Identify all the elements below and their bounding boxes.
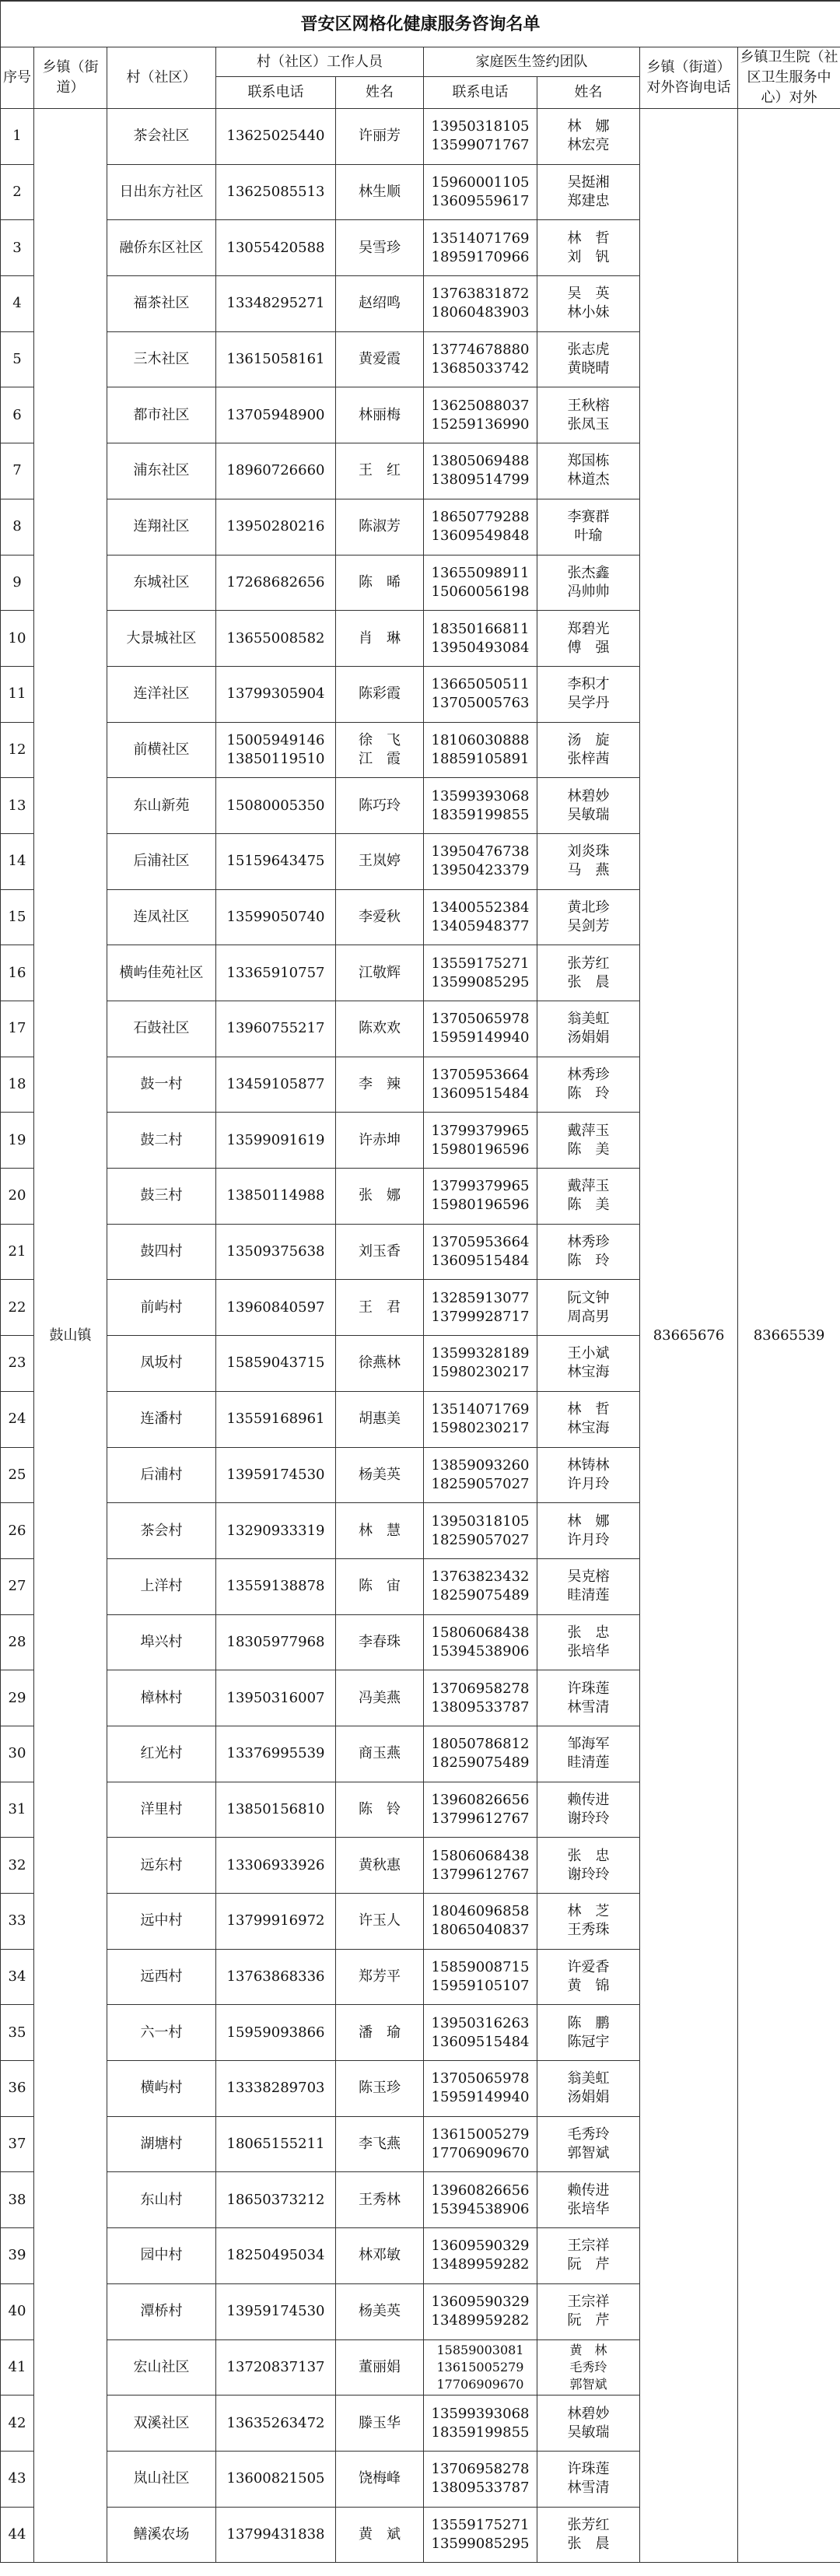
doctor-phone: 13763831872 18060483903	[424, 276, 537, 332]
staff-name: 陈淑芳	[336, 499, 424, 555]
village-name: 岚山社区	[107, 2451, 216, 2507]
village-name: 连翔社区	[107, 499, 216, 555]
village-name: 连潘村	[107, 1391, 216, 1447]
staff-name: 许丽芳	[336, 109, 424, 165]
doctor-name: 翁美虹 汤娟娟	[537, 1001, 640, 1057]
staff-name: 饶梅峰	[336, 2451, 424, 2507]
doctor-name: 林秀珍 陈 玲	[537, 1224, 640, 1280]
staff-name: 李爱秋	[336, 889, 424, 945]
doctor-phone: 13774678880 13685033742	[424, 331, 537, 387]
village-name: 凤坂村	[107, 1336, 216, 1392]
row-number: 5	[1, 331, 34, 387]
staff-phone: 13960840597	[216, 1280, 336, 1336]
doctor-name: 戴萍玉 陈 美	[537, 1169, 640, 1225]
doctor-phone: 15960001105 13609559617	[424, 164, 537, 220]
doctor-phone: 18046096858 18065040837	[424, 1894, 537, 1950]
doctor-name: 张杰鑫 冯帅帅	[537, 555, 640, 611]
doctor-phone: 13705953664 13609515484	[424, 1224, 537, 1280]
doctor-phone: 13799379965 15980196596	[424, 1113, 537, 1169]
doctor-phone: 18350166811 13950493084	[424, 611, 537, 667]
staff-phone: 13799431838	[216, 2507, 336, 2563]
header-health-center: 乡镇卫生院（社区卫生服务中心）对外	[738, 47, 840, 109]
row-number: 10	[1, 611, 34, 667]
staff-phone: 13950280216	[216, 499, 336, 555]
village-name: 远西村	[107, 1949, 216, 2005]
doctor-phone: 15859003081 13615005279 17706909670	[424, 2339, 537, 2396]
staff-phone: 13763868336	[216, 1949, 336, 2005]
doctor-phone: 13706958278 13809533787	[424, 1670, 537, 1726]
staff-name: 郑芳平	[336, 1949, 424, 2005]
row-number: 33	[1, 1894, 34, 1950]
village-name: 东城社区	[107, 555, 216, 611]
doctor-phone: 13655098911 15060056198	[424, 555, 537, 611]
staff-name: 徐 飞 江 霞	[336, 722, 424, 778]
row-number: 27	[1, 1558, 34, 1614]
doctor-name: 郑碧光 傅 强	[537, 611, 640, 667]
staff-name: 王 君	[336, 1280, 424, 1336]
row-number: 41	[1, 2339, 34, 2396]
staff-phone: 13559168961	[216, 1391, 336, 1447]
staff-name: 陈巧玲	[336, 778, 424, 834]
staff-name: 江敬辉	[336, 945, 424, 1001]
row-number: 13	[1, 778, 34, 834]
doctor-name: 林 芝 王秀珠	[537, 1894, 640, 1950]
doctor-name: 张芳红 张 晨	[537, 2507, 640, 2563]
doctor-name: 林铸林 许月玲	[537, 1447, 640, 1503]
header-seq: 序号	[1, 47, 34, 109]
staff-phone: 15859043715	[216, 1336, 336, 1392]
row-number: 8	[1, 499, 34, 555]
staff-name: 许赤坤	[336, 1113, 424, 1169]
staff-phone: 13055420588	[216, 220, 336, 276]
doctor-phone: 13599393068 18359199855	[424, 778, 537, 834]
village-name: 后浦社区	[107, 833, 216, 889]
village-name: 福茶社区	[107, 276, 216, 332]
staff-name: 肖 琳	[336, 611, 424, 667]
doctor-phone: 13285913077 13799928717	[424, 1280, 537, 1336]
row-number: 28	[1, 1614, 34, 1670]
staff-phone: 18305977968	[216, 1614, 336, 1670]
staff-phone: 13625025440	[216, 109, 336, 165]
staff-name: 陈 晞	[336, 555, 424, 611]
doctor-name: 林 娜 林宏亮	[537, 109, 640, 165]
row-number: 7	[1, 443, 34, 499]
staff-name: 徐燕林	[336, 1336, 424, 1392]
row-number: 35	[1, 2005, 34, 2061]
doctor-phone: 18106030888 18859105891	[424, 722, 537, 778]
staff-phone: 13348295271	[216, 276, 336, 332]
row-number: 3	[1, 220, 34, 276]
staff-name: 冯美燕	[336, 1670, 424, 1726]
staff-phone: 13959174530	[216, 2283, 336, 2339]
staff-phone: 13600821505	[216, 2451, 336, 2507]
doctor-name: 戴萍玉 陈 美	[537, 1113, 640, 1169]
staff-name: 吴雪珍	[336, 220, 424, 276]
doctor-name: 汤 旋 张梓茜	[537, 722, 640, 778]
staff-phone: 13850156810	[216, 1782, 336, 1838]
staff-phone: 13959174530	[216, 1447, 336, 1503]
header-town: 乡镇（街道）	[34, 47, 107, 109]
staff-phone: 18065155211	[216, 2116, 336, 2172]
staff-phone: 13615058161	[216, 331, 336, 387]
doctor-name: 许珠莲 林雪清	[537, 2451, 640, 2507]
doctor-name: 吴挺湘 郑建忠	[537, 164, 640, 220]
staff-phone: 13338289703	[216, 2061, 336, 2117]
row-number: 17	[1, 1001, 34, 1057]
row-number: 29	[1, 1670, 34, 1726]
staff-phone: 15005949146 13850119510	[216, 722, 336, 778]
village-name: 鼓二村	[107, 1113, 216, 1169]
staff-phone: 13655008582	[216, 611, 336, 667]
doctor-phone: 13950476738 13950423379	[424, 833, 537, 889]
row-number: 4	[1, 276, 34, 332]
village-name: 连洋社区	[107, 666, 216, 722]
village-name: 远中村	[107, 1894, 216, 1950]
row-number: 23	[1, 1336, 34, 1392]
staff-phone: 15080005350	[216, 778, 336, 834]
doctor-phone: 15806068438 15394538906	[424, 1614, 537, 1670]
doctor-phone: 13705953664 13609515484	[424, 1057, 537, 1113]
doctor-name: 黄 林 毛秀玲 郭智斌	[537, 2339, 640, 2396]
staff-phone: 18650373212	[216, 2172, 336, 2228]
village-name: 双溪社区	[107, 2396, 216, 2452]
row-number: 16	[1, 945, 34, 1001]
row-number: 32	[1, 1838, 34, 1894]
staff-name: 李飞燕	[336, 2116, 424, 2172]
staff-name: 李春珠	[336, 1614, 424, 1670]
village-name: 横屿佳苑社区	[107, 945, 216, 1001]
row-number: 31	[1, 1782, 34, 1838]
staff-name: 陈 宙	[336, 1558, 424, 1614]
row-number: 36	[1, 2061, 34, 2117]
doctor-phone: 18050786812 18259075489	[424, 1726, 537, 1782]
village-name: 东山新苑	[107, 778, 216, 834]
doctor-name: 张 忠 谢玲玲	[537, 1838, 640, 1894]
staff-name: 杨美英	[336, 2283, 424, 2339]
row-number: 37	[1, 2116, 34, 2172]
header-village: 村（社区）	[107, 47, 216, 109]
doctor-name: 林碧妙 吴敏瑞	[537, 778, 640, 834]
doctor-phone: 13615005279 17706909670	[424, 2116, 537, 2172]
header-staff-group: 村（社区）工作人员	[216, 47, 424, 77]
staff-phone: 13720837137	[216, 2339, 336, 2396]
staff-phone: 13799916972	[216, 1894, 336, 1950]
doctor-name: 王宗祥 阮 芹	[537, 2228, 640, 2284]
staff-name: 赵绍鸣	[336, 276, 424, 332]
village-name: 鼓四村	[107, 1224, 216, 1280]
village-name: 后浦村	[107, 1447, 216, 1503]
village-name: 日出东方社区	[107, 164, 216, 220]
doctor-name: 林 哲 刘 钒	[537, 220, 640, 276]
village-name: 埠兴村	[107, 1614, 216, 1670]
village-name: 园中村	[107, 2228, 216, 2284]
doctor-phone: 13400552384 13405948377	[424, 889, 537, 945]
doctor-phone: 13799379965 15980196596	[424, 1169, 537, 1225]
staff-name: 黄 斌	[336, 2507, 424, 2563]
doctor-name: 翁美虹 汤娟娟	[537, 2061, 640, 2117]
doctor-name: 林碧妙 吴敏瑞	[537, 2396, 640, 2452]
doctor-name: 邹海军 眭清莲	[537, 1726, 640, 1782]
doctor-phone: 13705065978 15959149940	[424, 1001, 537, 1057]
row-number: 38	[1, 2172, 34, 2228]
doctor-name: 阮文钟 周高男	[537, 1280, 640, 1336]
doctor-phone: 13859093260 18259057027	[424, 1447, 537, 1503]
staff-name: 胡惠美	[336, 1391, 424, 1447]
header-town-phone: 乡镇（街道）对外咨询电话	[640, 47, 738, 109]
staff-name: 商玉燕	[336, 1726, 424, 1782]
doctor-name: 张志虎 黄晓晴	[537, 331, 640, 387]
doctor-name: 刘炎珠 马 燕	[537, 833, 640, 889]
row-number: 44	[1, 2507, 34, 2563]
staff-name: 许玉人	[336, 1894, 424, 1950]
doctor-phone: 13599328189 15980230217	[424, 1336, 537, 1392]
row-number: 11	[1, 666, 34, 722]
village-name: 大景城社区	[107, 611, 216, 667]
village-name: 樟林村	[107, 1670, 216, 1726]
row-number: 25	[1, 1447, 34, 1503]
doctor-name: 陈 鹏 陈冠宇	[537, 2005, 640, 2061]
staff-phone: 15159643475	[216, 833, 336, 889]
doctor-phone: 15806068438 13799612767	[424, 1838, 537, 1894]
row-number: 30	[1, 1726, 34, 1782]
doctor-phone: 13559175271 13599085295	[424, 945, 537, 1001]
doctor-name: 黄北珍 吴剑芳	[537, 889, 640, 945]
staff-name: 陈 铃	[336, 1782, 424, 1838]
doctor-phone: 13950316263 13609515484	[424, 2005, 537, 2061]
doctor-name: 郑国栋 林道杰	[537, 443, 640, 499]
village-name: 横屿村	[107, 2061, 216, 2117]
staff-name: 李 辣	[336, 1057, 424, 1113]
village-name: 远东村	[107, 1838, 216, 1894]
doctor-phone: 13705065978 15959149940	[424, 2061, 537, 2117]
staff-phone: 13599050740	[216, 889, 336, 945]
village-name: 茶会村	[107, 1503, 216, 1559]
staff-name: 林丽梅	[336, 387, 424, 443]
row-number: 9	[1, 555, 34, 611]
doctor-phone: 15859008715 15959105107	[424, 1949, 537, 2005]
row-number: 14	[1, 833, 34, 889]
row-number: 12	[1, 722, 34, 778]
table-row	[1, 109, 840, 165]
staff-phone: 13459105877	[216, 1057, 336, 1113]
staff-phone: 13799305904	[216, 666, 336, 722]
village-name: 鼓一村	[107, 1057, 216, 1113]
header-staff-phone: 联系电话	[216, 77, 336, 109]
staff-phone: 15959093866	[216, 2005, 336, 2061]
row-number: 21	[1, 1224, 34, 1280]
village-name: 宏山社区	[107, 2339, 216, 2396]
row-number: 18	[1, 1057, 34, 1113]
village-name: 洋里村	[107, 1782, 216, 1838]
town-phone-cell: 83665676	[640, 109, 738, 2563]
staff-name: 刘玉香	[336, 1224, 424, 1280]
doctor-name: 毛秀玲 郭智斌	[537, 2116, 640, 2172]
row-number: 26	[1, 1503, 34, 1559]
staff-phone: 13559138878	[216, 1558, 336, 1614]
row-number: 6	[1, 387, 34, 443]
row-number: 24	[1, 1391, 34, 1447]
doctor-name: 赖传进 谢玲玲	[537, 1782, 640, 1838]
header-doctor-phone: 联系电话	[424, 77, 537, 109]
staff-phone: 13635263472	[216, 2396, 336, 2452]
row-number: 20	[1, 1169, 34, 1225]
staff-phone: 13365910757	[216, 945, 336, 1001]
staff-name: 王 红	[336, 443, 424, 499]
doctor-phone: 13609590329 13489959282	[424, 2228, 537, 2284]
doctor-phone: 13514071769 18959170966	[424, 220, 537, 276]
doctor-name: 李赛群 叶瑜	[537, 499, 640, 555]
village-name: 上洋村	[107, 1558, 216, 1614]
doctor-name: 林秀珍 陈 玲	[537, 1057, 640, 1113]
doctor-phone: 13950318105 18259057027	[424, 1503, 537, 1559]
doctor-phone: 13609590329 13489959282	[424, 2283, 537, 2339]
staff-name: 陈欢欢	[336, 1001, 424, 1057]
staff-name: 林 慧	[336, 1503, 424, 1559]
doctor-name: 吴 英 林小妹	[537, 276, 640, 332]
doctor-phone: 13706958278 13809533787	[424, 2451, 537, 2507]
village-name: 连凤社区	[107, 889, 216, 945]
row-number: 19	[1, 1113, 34, 1169]
village-name: 都市社区	[107, 387, 216, 443]
health-center-phone-cell: 83665539	[738, 109, 840, 2563]
village-name: 石鼓社区	[107, 1001, 216, 1057]
doctor-name: 许珠莲 林雪清	[537, 1670, 640, 1726]
village-name: 东山村	[107, 2172, 216, 2228]
row-number: 15	[1, 889, 34, 945]
doctor-name: 赖传进 张培华	[537, 2172, 640, 2228]
village-name: 潭桥村	[107, 2283, 216, 2339]
village-name: 茶会社区	[107, 109, 216, 165]
staff-phone: 13960755217	[216, 1001, 336, 1057]
village-name: 六一村	[107, 2005, 216, 2061]
doctor-name: 林 娜 许月玲	[537, 1503, 640, 1559]
row-number: 34	[1, 1949, 34, 2005]
village-name: 鳝溪农场	[107, 2507, 216, 2563]
staff-phone: 13705948900	[216, 387, 336, 443]
staff-phone: 13509375638	[216, 1224, 336, 1280]
doctor-phone: 13559175271 13599085295	[424, 2507, 537, 2563]
doctor-phone: 13763823432 18259075489	[424, 1558, 537, 1614]
staff-name: 王秀林	[336, 2172, 424, 2228]
staff-name: 滕玉华	[336, 2396, 424, 2452]
staff-phone: 13599091619	[216, 1113, 336, 1169]
header-staff-name: 姓名	[336, 77, 424, 109]
town-cell: 鼓山镇	[34, 109, 107, 2563]
doctor-phone: 18650779288 13609549848	[424, 499, 537, 555]
page-title: 晋安区网格化健康服务咨询名单	[1, 1, 840, 47]
staff-name: 张 娜	[336, 1169, 424, 1225]
row-number: 22	[1, 1280, 34, 1336]
village-name: 鼓三村	[107, 1169, 216, 1225]
village-name: 湖塘村	[107, 2116, 216, 2172]
staff-name: 黄秋惠	[336, 1838, 424, 1894]
staff-phone: 13950316007	[216, 1670, 336, 1726]
staff-name: 陈彩霞	[336, 666, 424, 722]
doctor-name: 张 忠 张培华	[537, 1614, 640, 1670]
village-name: 融侨东区社区	[107, 220, 216, 276]
doctor-name: 王宗祥 阮 芹	[537, 2283, 640, 2339]
doctor-name: 王秋榕 张凤玉	[537, 387, 640, 443]
doctor-name: 林 哲 林宝海	[537, 1391, 640, 1447]
staff-phone: 18960726660	[216, 443, 336, 499]
doctor-name: 李积才 吴学丹	[537, 666, 640, 722]
staff-name: 杨美英	[336, 1447, 424, 1503]
staff-name: 董丽娟	[336, 2339, 424, 2396]
doctor-phone: 13665050511 13705005763	[424, 666, 537, 722]
staff-phone: 18250495034	[216, 2228, 336, 2284]
doctor-name: 王小斌 林宝海	[537, 1336, 640, 1392]
doctor-phone: 13950318105 13599071767	[424, 109, 537, 165]
staff-phone: 13306933926	[216, 1838, 336, 1894]
doctor-name: 许爱香 黄 锦	[537, 1949, 640, 2005]
row-number: 40	[1, 2283, 34, 2339]
header-doctor-name: 姓名	[537, 77, 640, 109]
doctor-name: 吴克榕 眭清莲	[537, 1558, 640, 1614]
row-number: 39	[1, 2228, 34, 2284]
staff-phone: 13376995539	[216, 1726, 336, 1782]
doctor-phone: 13599393068 18359199855	[424, 2396, 537, 2452]
doctor-phone: 13514071769 15980230217	[424, 1391, 537, 1447]
header-doctor-group: 家庭医生签约团队	[424, 47, 640, 77]
staff-name: 林生顺	[336, 164, 424, 220]
staff-name: 陈玉珍	[336, 2061, 424, 2117]
village-name: 浦东社区	[107, 443, 216, 499]
row-number: 43	[1, 2451, 34, 2507]
staff-name: 林邓敏	[336, 2228, 424, 2284]
doctor-name: 张芳红 张 晨	[537, 945, 640, 1001]
village-name: 前屿村	[107, 1280, 216, 1336]
village-name: 红光村	[107, 1726, 216, 1782]
staff-name: 潘 瑜	[336, 2005, 424, 2061]
staff-phone: 17268682656	[216, 555, 336, 611]
row-number: 2	[1, 164, 34, 220]
staff-name: 王岚婷	[336, 833, 424, 889]
doctor-phone: 13805069488 13809514799	[424, 443, 537, 499]
doctor-phone: 13625088037 15259136990	[424, 387, 537, 443]
row-number: 1	[1, 109, 34, 165]
staff-phone: 13625085513	[216, 164, 336, 220]
village-name: 三木社区	[107, 331, 216, 387]
village-name: 前横社区	[107, 722, 216, 778]
doctor-phone: 13960826656 13799612767	[424, 1782, 537, 1838]
staff-phone: 13290933319	[216, 1503, 336, 1559]
staff-name: 黄爱霞	[336, 331, 424, 387]
staff-phone: 13850114988	[216, 1169, 336, 1225]
doctor-phone: 13960826656 15394538906	[424, 2172, 537, 2228]
row-number: 42	[1, 2396, 34, 2452]
